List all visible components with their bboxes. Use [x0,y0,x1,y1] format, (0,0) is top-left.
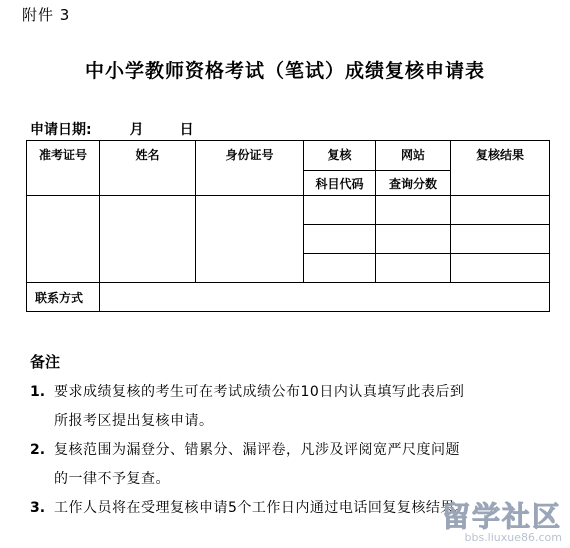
review-result-cell[interactable] [451,254,550,283]
subject-code-cell[interactable] [304,196,376,225]
id-number-cell[interactable] [196,196,304,283]
review-result-cell[interactable] [451,196,550,225]
note-number: 2. [30,442,46,458]
review-result-cell[interactable] [451,225,550,254]
contact-cell[interactable] [100,283,550,312]
header-row [27,141,550,171]
web-score-cell[interactable] [376,254,451,283]
header-exam-id: 准考证号 [27,141,100,196]
watermark-brand: 留学社区 [441,500,562,533]
note-text: 所报考区提出复核申请。 [54,413,214,429]
date-month: 月 [129,122,144,138]
subject-code-cell[interactable] [304,225,376,254]
header-name: 姓名 [100,141,196,196]
table-row [27,196,550,225]
notes-title: 备注 [30,353,61,371]
contact-label: 联系方式 [27,283,100,312]
page-title: 中小学教师资格考试（笔试）成绩复核申请表 [84,60,485,82]
note-number: 3. [30,500,46,516]
header-review-subject-bottom: 科目代码 [304,171,376,196]
date-day: 日 [179,122,194,138]
header-web-score-bottom: 查询分数 [376,171,451,196]
exam-id-cell[interactable] [27,196,100,283]
watermark [442,495,562,544]
name-cell[interactable] [100,196,196,283]
web-score-cell[interactable] [376,196,451,225]
note-text: 复核范围为漏登分、错累分、漏评卷，凡涉及评阅宽严尺度问题 [54,442,460,458]
subject-code-cell[interactable] [304,254,376,283]
contact-row [27,283,550,312]
web-score-cell[interactable] [376,225,451,254]
note-text: 工作人员将在受理复核申请5个工作日内通过电话回复复核结果。 [54,500,470,516]
header-review-result: 复核结果 [451,141,550,196]
header-review-subject-top: 复核 [304,141,376,171]
note-number: 1. [30,384,46,400]
application-date [30,119,194,139]
note-text: 的一律不予复查。 [54,471,170,487]
note-text: 要求成绩复核的考生可在考试成绩公布10日内认真填写此表后到 [54,384,465,400]
header-id-number: 身份证号 [196,141,304,196]
application-form-table [26,140,550,312]
header-web-score-top: 网站 [376,141,451,171]
watermark-url: bbs.liuxue86.com [464,531,562,544]
attachment-label: 附件 3 [22,6,71,24]
date-label: 申请日期: [30,122,92,138]
